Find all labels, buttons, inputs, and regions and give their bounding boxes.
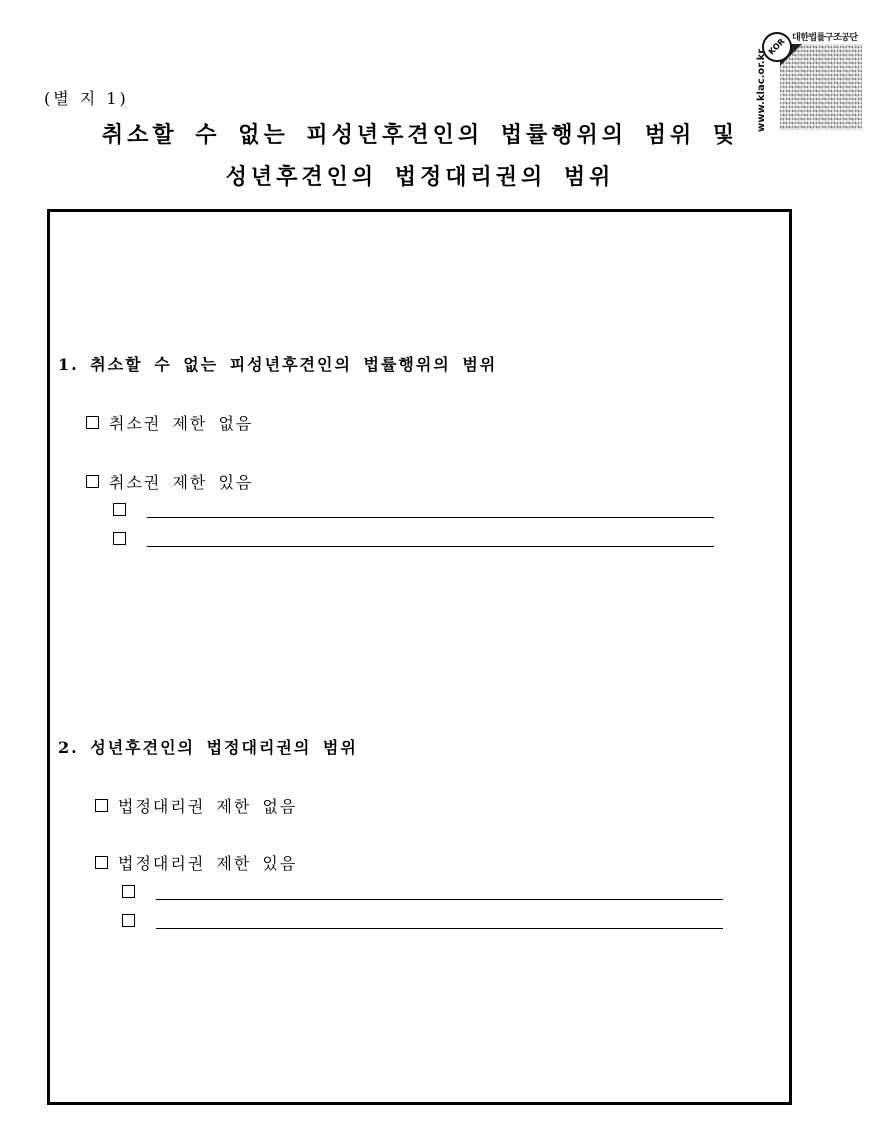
option-cancellation-limited[interactable] — [86, 470, 253, 493]
option-label: 법정대리권 제한 있음 — [118, 854, 298, 873]
checkbox[interactable] — [113, 503, 126, 516]
kor-badge: KOR — [756, 26, 798, 68]
blank-input-line[interactable] — [147, 546, 714, 547]
option-label: 취소권 제한 있음 — [109, 473, 254, 492]
section-1-heading: 1. 취소할 수 없는 피성년후견인의 법률행위의 범위 — [58, 355, 498, 374]
checkbox[interactable] — [122, 885, 135, 898]
option-label: 취소권 제한 없음 — [109, 414, 254, 433]
blank-input-line[interactable] — [156, 928, 723, 929]
klac-stamp — [758, 30, 864, 132]
blank-item-row[interactable] — [113, 503, 714, 518]
blank-input-line[interactable] — [156, 899, 723, 900]
form-frame — [47, 209, 792, 1105]
blank-input-line[interactable] — [147, 517, 714, 518]
blank-item-row[interactable] — [113, 532, 714, 547]
checkbox[interactable] — [86, 475, 99, 488]
section-2-heading: 2. 성년후견인의 법정대리권의 범위 — [58, 738, 358, 757]
option-label: 법정대리권 제한 없음 — [118, 797, 298, 816]
option-no-cancellation-limit[interactable] — [86, 411, 253, 434]
organization-url: www.klac.or.kr — [756, 48, 767, 132]
checkbox[interactable] — [113, 532, 126, 545]
organization-name: 대한법률구조공단 — [792, 33, 858, 43]
document-title-line-2: 성년후견인의 법정대리권의 범위 — [225, 164, 615, 190]
option-no-representation-limit[interactable] — [95, 794, 297, 817]
checkbox[interactable] — [86, 416, 99, 429]
blank-item-row[interactable] — [122, 885, 723, 900]
checkbox[interactable] — [95, 856, 108, 869]
annex-label: (별 지 1) — [44, 89, 129, 108]
document-title-line-1: 취소할 수 없는 피성년후견인의 법률행위의 범위 및 — [101, 122, 739, 148]
checkbox[interactable] — [122, 914, 135, 927]
blank-item-row[interactable] — [122, 914, 723, 929]
checkbox[interactable] — [95, 799, 108, 812]
option-representation-limited[interactable] — [95, 851, 297, 874]
